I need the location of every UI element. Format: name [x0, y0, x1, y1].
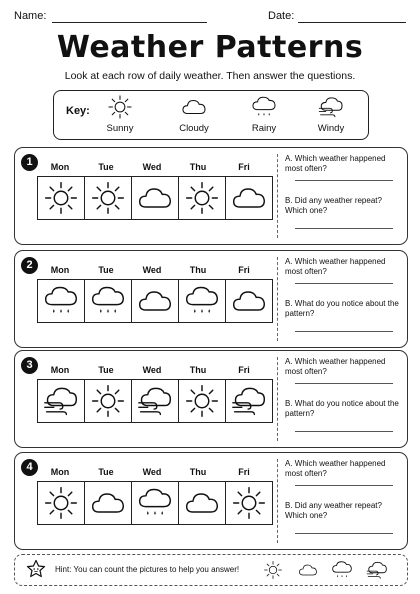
- answer-line-b[interactable]: [295, 431, 393, 432]
- day-label: Tue: [98, 265, 114, 275]
- section-4: [14, 452, 408, 550]
- section-divider: [277, 357, 278, 441]
- section-number: 2: [21, 257, 38, 274]
- question-a: A. Which weather happened most often?: [285, 357, 386, 376]
- key-item-label: Cloudy: [179, 123, 209, 134]
- section-2: [14, 250, 408, 348]
- day-label: Mon: [50, 467, 70, 477]
- cloud-icon: [180, 94, 208, 120]
- sun-icon: [231, 485, 267, 521]
- hint-text: Hint: You can count the pictures to help you answer!: [55, 565, 240, 574]
- date-field[interactable]: [298, 22, 406, 23]
- day-label: Thu: [189, 162, 207, 172]
- key-item-label: Rainy: [251, 123, 277, 134]
- name-label: Name:: [14, 10, 47, 22]
- weather-cell: [179, 482, 226, 524]
- rain-cloud-icon: [250, 94, 278, 120]
- question-b: B. Did any weather repeat? Which one?: [285, 196, 382, 215]
- day-label: Fri: [238, 467, 250, 477]
- weather-row: [37, 379, 273, 423]
- sun-icon: [184, 180, 220, 216]
- section-divider: [277, 257, 278, 341]
- weather-cell: [38, 482, 85, 524]
- weather-cell: [226, 280, 272, 322]
- question-a: A. Which weather happened most often?: [285, 257, 386, 276]
- answer-line-a[interactable]: [295, 485, 393, 486]
- sun-icon: [90, 180, 126, 216]
- day-label: Tue: [98, 162, 114, 172]
- section-divider: [277, 459, 278, 543]
- weather-cell: [38, 380, 85, 422]
- key-item-sunny: [98, 94, 142, 134]
- weather-cell: [85, 280, 132, 322]
- wind-cloud-icon: [364, 559, 390, 581]
- weather-cell: [226, 177, 272, 219]
- rain-cloud-icon: [137, 485, 173, 521]
- weather-cell: [179, 177, 226, 219]
- weather-cell: [132, 380, 179, 422]
- question-b: B. What do you notice about the pattern?: [285, 399, 399, 418]
- weather-cell: [132, 177, 179, 219]
- question-b: B. Did any weather repeat? Which one?: [285, 501, 382, 520]
- section-number: 4: [21, 459, 38, 476]
- question-b: B. What do you notice about the pattern?: [285, 299, 399, 318]
- answer-line-a[interactable]: [295, 383, 393, 384]
- date-label: Date:: [268, 10, 295, 22]
- weather-cell: [179, 280, 226, 322]
- day-label: Tue: [98, 467, 114, 477]
- day-label: Mon: [50, 265, 70, 275]
- day-label: Mon: [50, 162, 70, 172]
- wind-cloud-icon: [231, 383, 267, 419]
- page-subtitle: Look at each row of daily weather. Then answer the questions.: [64, 70, 356, 82]
- wind-cloud-icon: [137, 383, 173, 419]
- answer-line-b[interactable]: [295, 228, 393, 229]
- day-label: Wed: [142, 467, 162, 477]
- weather-cell: [85, 380, 132, 422]
- sun-icon: [43, 485, 79, 521]
- section-number: 1: [21, 154, 38, 171]
- section-1: [14, 147, 408, 245]
- cloud-icon: [184, 485, 220, 521]
- page-title: Weather Patterns: [56, 30, 364, 65]
- day-label: Wed: [142, 265, 162, 275]
- cloud-icon: [137, 180, 173, 216]
- wind-cloud-icon: [317, 94, 345, 120]
- weather-row: [37, 176, 273, 220]
- sun-icon: [184, 383, 220, 419]
- weather-cell: [38, 280, 85, 322]
- day-label: Wed: [142, 162, 162, 172]
- cloud-icon: [231, 283, 267, 319]
- weather-cell: [132, 280, 179, 322]
- day-label: Thu: [189, 265, 207, 275]
- answer-line-b[interactable]: [295, 331, 393, 332]
- section-number: 3: [21, 357, 38, 374]
- cloud-icon: [137, 283, 173, 319]
- key-item-cloudy: [170, 94, 218, 134]
- sun-icon: [262, 560, 284, 580]
- weather-cell: [226, 380, 272, 422]
- day-label: Tue: [98, 365, 114, 375]
- weather-cell: [226, 482, 272, 524]
- rain-cloud-icon: [90, 283, 126, 319]
- day-label: Fri: [238, 162, 250, 172]
- key-item-rainy: [242, 94, 286, 134]
- section-divider: [277, 154, 278, 238]
- rain-cloud-icon: [43, 283, 79, 319]
- weather-cell: [85, 177, 132, 219]
- day-label: Thu: [189, 467, 207, 477]
- answer-line-b[interactable]: [295, 533, 393, 534]
- sun-icon: [107, 94, 133, 120]
- rain-cloud-icon: [184, 283, 220, 319]
- weather-cell: [38, 177, 85, 219]
- sun-icon: [43, 180, 79, 216]
- key-label: Key:: [66, 105, 90, 117]
- name-field[interactable]: [52, 22, 207, 23]
- weather-row: [37, 481, 273, 525]
- day-label: Wed: [142, 365, 162, 375]
- weather-cell: [85, 482, 132, 524]
- day-label: Fri: [238, 265, 250, 275]
- weather-row: [37, 279, 273, 323]
- weather-cell: [179, 380, 226, 422]
- question-a: A. Which weather happened most often?: [285, 154, 386, 173]
- key-item-label: Windy: [317, 123, 345, 134]
- wind-cloud-icon: [43, 383, 79, 419]
- cloud-icon: [231, 180, 267, 216]
- answer-line-a[interactable]: [295, 283, 393, 284]
- section-3: [14, 350, 408, 448]
- sun-icon: [90, 383, 126, 419]
- key-item-windy: [308, 94, 354, 134]
- day-label: Mon: [50, 365, 70, 375]
- rain-cloud-icon: [330, 559, 354, 581]
- day-label: Fri: [238, 365, 250, 375]
- question-a: A. Which weather happened most often?: [285, 459, 386, 478]
- answer-line-a[interactable]: [295, 180, 393, 181]
- star-icon: [26, 559, 46, 579]
- weather-cell: [132, 482, 179, 524]
- cloud-icon: [90, 485, 126, 521]
- day-label: Thu: [189, 365, 207, 375]
- cloud-icon: [296, 560, 320, 580]
- key-item-label: Sunny: [106, 123, 134, 134]
